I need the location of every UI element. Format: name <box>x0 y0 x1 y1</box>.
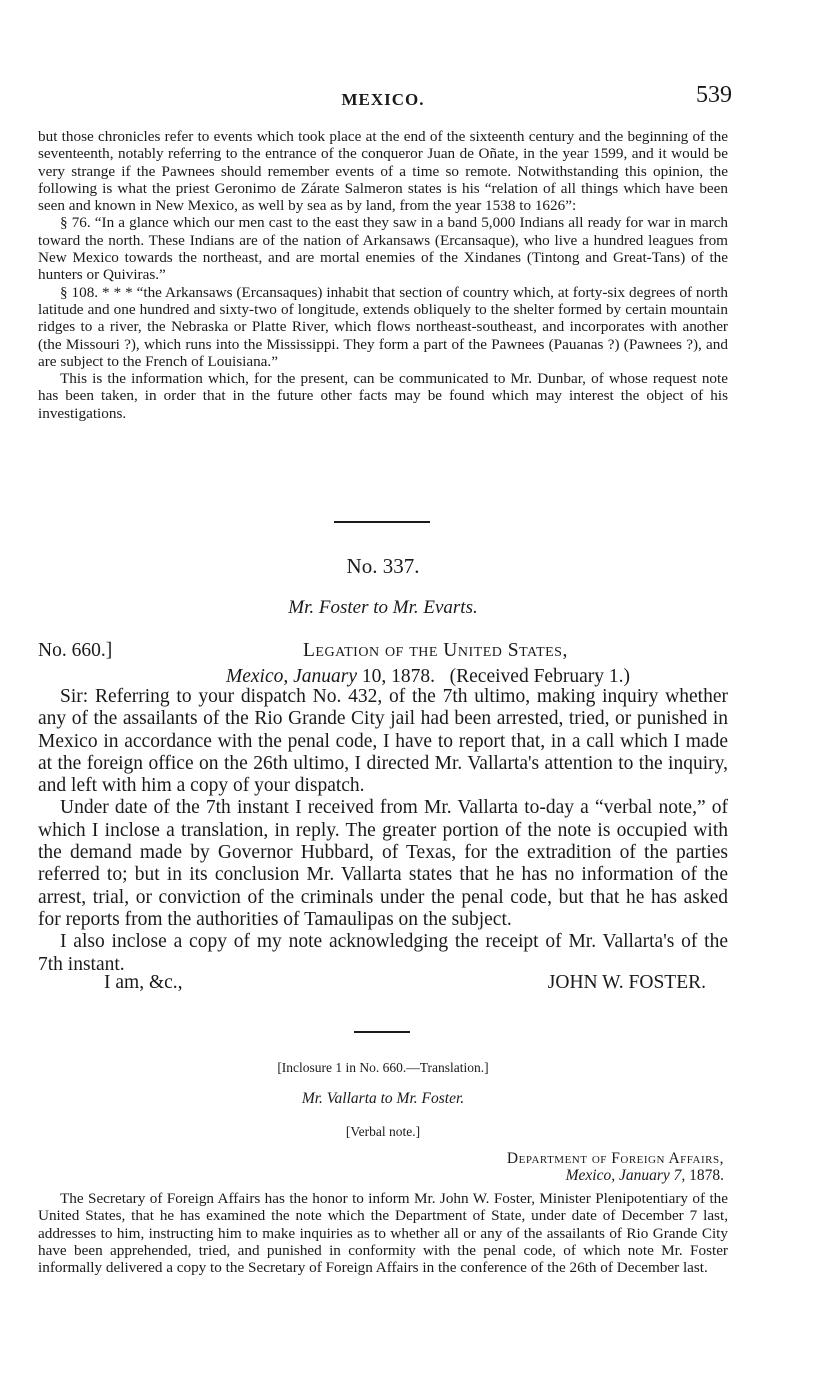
dispatch-number: No. 660.] <box>38 640 113 661</box>
dispatch-body <box>38 686 728 976</box>
inclosure-paragraph: The Secretary of Foreign Affairs has the honor to inform Mr. John W. Foster, Minister Plenipotentiary of the United States, that he has examined the note which the Department of State, under date of December 7 last, addresses to him, instructing him to make inquiries as to whether all or any of the assailants of Rio Grande City have been apprehended, tried, and punished in conformity with the penal code, of which note Mr. Foster informally delivered a copy to the Secretary of Foreign Affairs in the conference of the 26th of December last. <box>38 1190 728 1277</box>
department-name: Department of Foreign Affairs, <box>506 1150 724 1167</box>
dispatch-paragraph: I also inclose a copy of my note acknowledging the receipt of Mr. Vallarta's of the 7th instant. <box>38 931 728 975</box>
legation-line: Legation of the United States, <box>303 640 568 661</box>
dispatch-dateline <box>226 666 630 688</box>
inclosure-label: [Inclosure 1 in No. 660.—Translation.] <box>277 1060 489 1075</box>
signer: JOHN W. FOSTER. <box>547 972 706 993</box>
page-header <box>38 82 732 112</box>
intro-text <box>38 128 728 422</box>
dispatch-paragraph: Sir: Referring to your dispatch No. 432, of the 7th ultimo, making inquiry whether any of the assailants of the Rio Grande City jail had been arrested, tried, or punished in Mexico in accordance with the penal code, I have to report that, in a call which I made at the foreign office on the 26th ultimo, I directed Mr. Vallarta's attention to the inquiry, and left with him a copy of your dispatch. <box>38 686 728 797</box>
closing: I am, &c., <box>104 972 183 993</box>
dispatch-date: 10, 1878. <box>361 666 436 687</box>
document-title: Mr. Foster to Mr. Evarts. <box>288 597 478 618</box>
section-divider <box>334 521 430 523</box>
department-dateline <box>566 1167 724 1185</box>
page-number: 539 <box>696 82 732 108</box>
section-divider <box>354 1031 410 1033</box>
verbal-note-label: [Verbal note.] <box>345 1124 421 1139</box>
intro-paragraph: § 108. * * * “the Arkansaws (Ercansaques) inhabit that section of country which, at forty-six degrees of north latitude and one hundred and sixty-two of longitude, extends obliquely to the shelter formed by certain mountain ridges to a river, the Nebraska or Platte River, which flows northeast-southeast, and incorporates with another (the Missouri ?), which runs into the Mississippi. They form a part of the Pawnees (Pauanas ?) (Pawnees ?), and are subject to the French of Louisiana.” <box>38 283 728 370</box>
intro-paragraph: but those chronicles refer to events which took place at the end of the sixteenth century and the beginning of the seventeenth, notably referring to the entrance of the conqueror Juan de Oñate, in the year 1599, and it would be very strange if the Pawnees should remember events of a time so remote. Notwithstanding this opinion, the following is what the priest Geronimo de Zárate Salmeron states is his “relation of all things which have been seen and known in New Mexico, as well by sea as by land, from the year 1538 to 1626”: <box>38 128 728 215</box>
dispatch-place: Mexico, January <box>226 666 358 687</box>
running-title: MEXICO. <box>341 90 425 109</box>
received-date: (Received February 1.) <box>449 666 630 687</box>
department-place: Mexico, January 7, <box>565 1167 686 1184</box>
inclosure-text <box>38 1190 728 1276</box>
department-year: 1878. <box>689 1167 724 1184</box>
document-number: No. 337. <box>346 554 420 578</box>
inclosure-title: Mr. Vallarta to Mr. Foster. <box>301 1090 465 1107</box>
intro-paragraph: This is the information which, for the present, can be communicated to Mr. Dunbar, of whose request note has been taken, in order that in the future other facts may be found which may interest the object of his investigations. <box>38 370 728 422</box>
intro-paragraph: § 76. “In a glance which our men cast to the east they saw in a band 5,000 Indians all ready for war in march toward the north. These Indians are of the nation of Arkansaws (Ercansaque), who live a hundred leagues from New Mexico towards the northeast, and are mortal enemies of the Xindanes (Tintong and Great-Tans) of the hunters or Quiviras.” <box>38 214 728 284</box>
dispatch-paragraph: Under date of the 7th instant I received from Mr. Vallarta to-day a “verbal note,” of which I inclose a translation, in reply. The greater portion of the note is occupied with the demand made by Governor Hubbard, of Texas, for the extradition of the parties referred to; but in its conclusion Mr. Vallarta states that he has no information of the arrest, trial, or conviction of the criminals under the penal code, but that he has asked for reports from the authorities of Tamaulipas on the subject. <box>38 797 728 930</box>
